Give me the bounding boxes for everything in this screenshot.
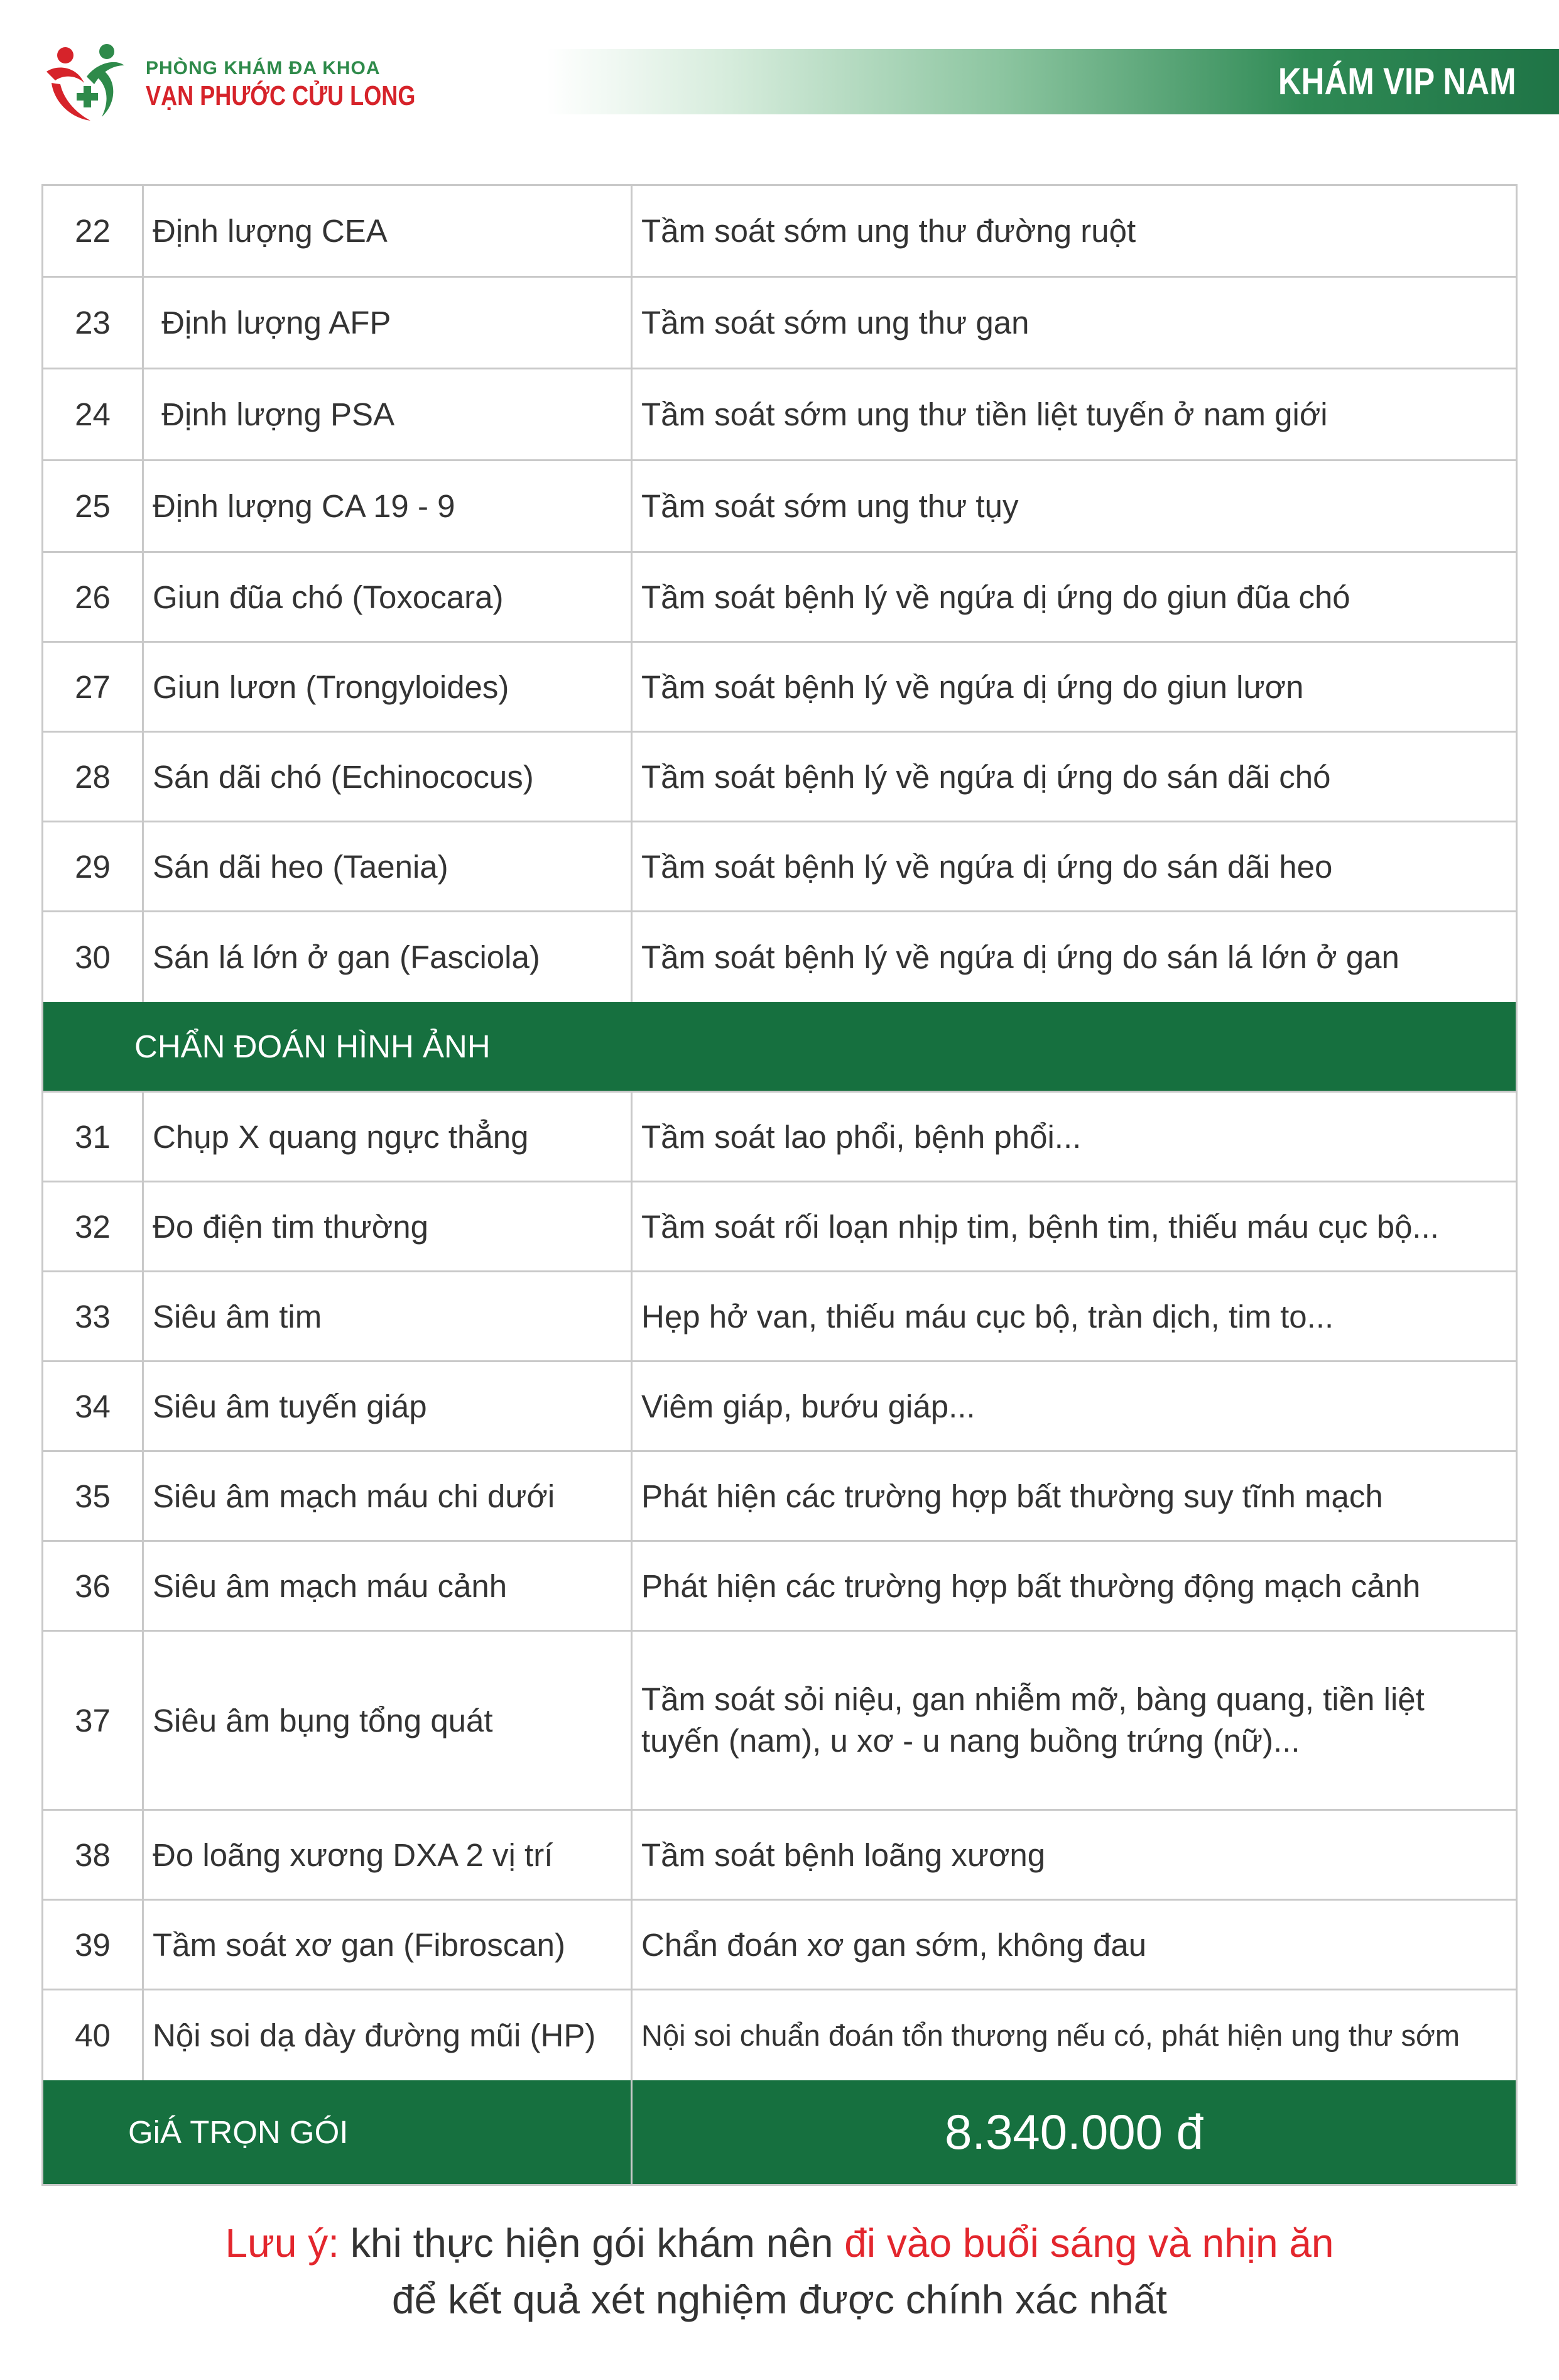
table-row [43, 1632, 1516, 1811]
header-banner [546, 49, 1559, 114]
service-name: Sán dãi heo (Taenia) [144, 822, 633, 910]
service-description: Tầm soát sớm ung thư gan [641, 305, 1029, 341]
table-row [43, 1542, 1516, 1632]
table-row [43, 1272, 1516, 1362]
service-name: Siêu âm tim [144, 1272, 633, 1360]
total-label: GiÁ TRỌN GÓI [43, 2080, 633, 2184]
table-row [43, 912, 1516, 1002]
service-description: Tầm soát sớm ung thư đường ruột [641, 213, 1136, 249]
service-description: Tầm soát rối loạn nhịp tim, bệnh tim, thiếu máu cục bộ... [641, 1208, 1439, 1245]
row-number: 33 [43, 1272, 144, 1360]
service-name: Tầm soát xơ gan (Fibroscan) [144, 1901, 633, 1989]
note-label: Lưu ý: [225, 2220, 340, 2266]
service-description: Nội soi chuẩn đoán tổn thương nếu có, phát hiện ung thư sớm [641, 2019, 1460, 2052]
table-row [43, 1990, 1516, 2080]
service-name: Giun lươn (Trongyloides) [144, 643, 633, 731]
service-name: Chụp X quang ngực thẳng [144, 1093, 633, 1181]
row-number: 32 [43, 1182, 144, 1270]
section-title: CHẨN ĐOÁN HÌNH ẢNH [134, 1029, 491, 1064]
page-header [0, 0, 1559, 151]
service-name: Nội soi dạ dày đường mũi (HP) [144, 1990, 633, 2080]
table-row [43, 553, 1516, 643]
table-row [43, 1901, 1516, 1990]
clinic-logo [39, 39, 416, 127]
table-row [43, 1093, 1516, 1182]
table-row [43, 369, 1516, 461]
logo-title: VẠN PHƯỚC CỬU LONG [146, 80, 416, 111]
table-row [43, 733, 1516, 822]
row-number: 35 [43, 1452, 144, 1540]
note-text-2: để kết quả xét nghiệm được chính xác nhất [392, 2277, 1167, 2322]
service-description: Tầm soát bệnh lý về ngứa dị ứng do sán lá lớn ở gan [641, 939, 1399, 975]
row-number: 39 [43, 1901, 144, 1989]
clinic-logo-icon [39, 39, 133, 127]
row-number: 23 [43, 278, 144, 368]
table-row [43, 461, 1516, 553]
service-description: Tầm soát sỏi niệu, gan nhiễm mỡ, bàng quang, tiền liệt tuyến (nam), u xơ - u nang buồng trứng (nữ)... [641, 1681, 1425, 1759]
service-name: Định lượng CEA [144, 186, 633, 276]
service-description: Phát hiện các trường hợp bất thường động mạch cảnh [641, 1568, 1421, 1604]
service-name: Định lượng PSA [144, 369, 633, 459]
service-description: Tầm soát bệnh lý về ngứa dị ứng do sán dãi chó [641, 758, 1331, 795]
service-name: Sán dãi chó (Echinococus) [144, 733, 633, 821]
row-number: 27 [43, 643, 144, 731]
table-row [43, 1362, 1516, 1452]
note-text-1: khi thực hiện gói khám nên [339, 2220, 845, 2266]
service-description: Viêm giáp, bướu giáp... [641, 1388, 975, 1424]
row-number: 37 [43, 1632, 144, 1809]
section-header-imaging [43, 1002, 1516, 1093]
package-title: KHÁM VIP NAM [1278, 60, 1516, 102]
table-row [43, 1811, 1516, 1901]
service-name: Siêu âm mạch máu chi dưới [144, 1452, 633, 1540]
row-number: 36 [43, 1542, 144, 1630]
row-number: 30 [43, 912, 144, 1002]
service-description: Tầm soát bệnh loãng xương [641, 1837, 1046, 1873]
service-name: Siêu âm tuyến giáp [144, 1362, 633, 1450]
service-name: Đo điện tim thường [144, 1182, 633, 1270]
table-row [43, 822, 1516, 912]
row-number: 40 [43, 1990, 144, 2080]
service-description: Tầm soát bệnh lý về ngứa dị ứng do sán dãi heo [641, 848, 1333, 885]
service-name: Định lượng CA 19 - 9 [144, 461, 633, 551]
service-description: Tầm soát sớm ung thư tiền liệt tuyến ở nam giới [641, 396, 1328, 432]
note-highlight: đi vào buổi sáng và nhịn ăn [844, 2220, 1334, 2266]
logo-subtitle: PHÒNG KHÁM ĐA KHOA [146, 58, 381, 79]
row-number: 38 [43, 1811, 144, 1899]
row-number: 29 [43, 822, 144, 910]
service-name: Siêu âm bụng tổng quát [144, 1632, 633, 1809]
table-row [43, 1182, 1516, 1272]
row-number: 34 [43, 1362, 144, 1450]
service-name: Sán lá lớn ở gan (Fasciola) [144, 912, 633, 1002]
row-number: 24 [43, 369, 144, 459]
service-description: Tầm soát lao phổi, bệnh phổi... [641, 1118, 1082, 1155]
service-name: Siêu âm mạch máu cảnh [144, 1542, 633, 1630]
table-row [43, 278, 1516, 369]
service-description: Tầm soát bệnh lý về ngứa dị ứng do giun đũa chó [641, 579, 1350, 615]
total-row [43, 2080, 1516, 2184]
table-row [43, 186, 1516, 278]
service-table [41, 184, 1518, 2186]
row-number: 25 [43, 461, 144, 551]
service-description: Chẩn đoán xơ gan sớm, không đau [641, 1926, 1147, 1963]
total-price: 8.340.000 đ [944, 2104, 1204, 2159]
row-number: 31 [43, 1093, 144, 1181]
table-row [43, 1452, 1516, 1542]
row-number: 28 [43, 733, 144, 821]
table-row [43, 643, 1516, 733]
row-number: 26 [43, 553, 144, 641]
service-description: Hẹp hở van, thiếu máu cục bộ, tràn dịch, tim to... [641, 1298, 1334, 1335]
service-name: Giun đũa chó (Toxocara) [144, 553, 633, 641]
footer-note [0, 2215, 1559, 2328]
service-description: Phát hiện các trường hợp bất thường suy tĩnh mạch [641, 1478, 1383, 1514]
service-description: Tầm soát sớm ung thư tụy [641, 488, 1019, 524]
service-description: Tầm soát bệnh lý về ngứa dị ứng do giun lươn [641, 669, 1304, 705]
row-number: 22 [43, 186, 144, 276]
service-name: Định lượng AFP [144, 278, 633, 368]
service-name: Đo loãng xương DXA 2 vị trí [144, 1811, 633, 1899]
